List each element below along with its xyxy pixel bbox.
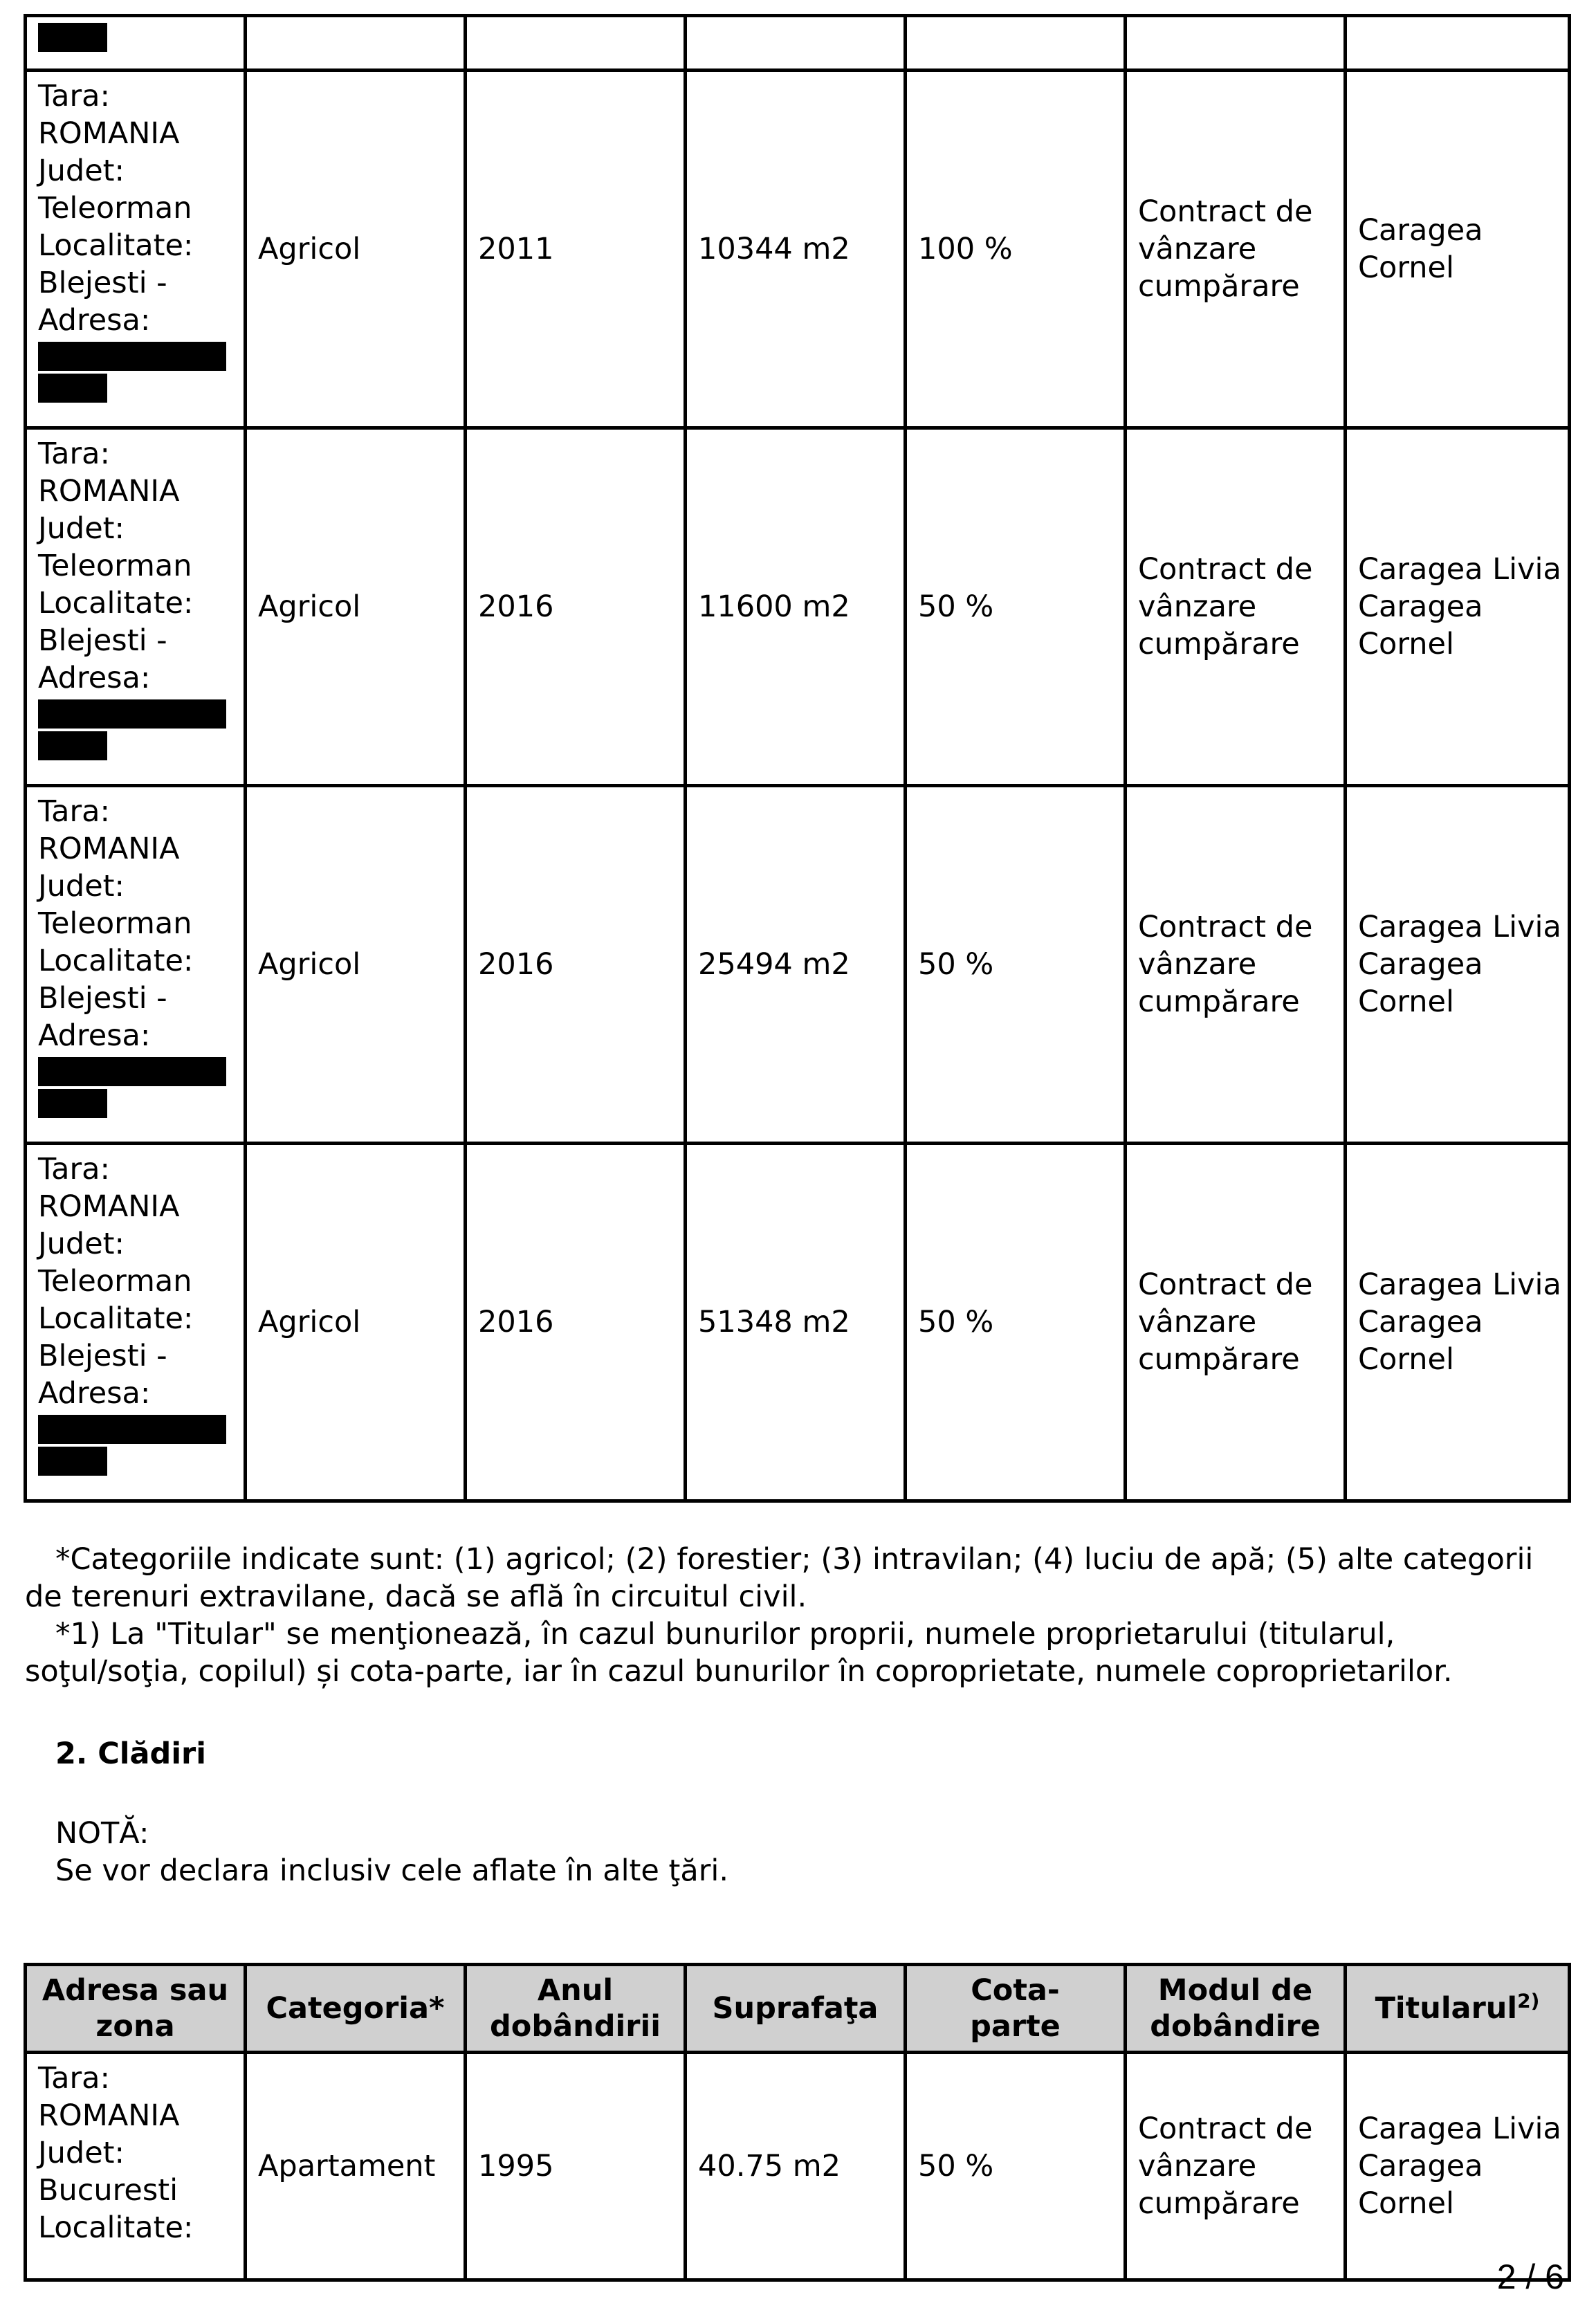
mode-cell: Contract de vânzare cumpărare [1126, 71, 1346, 428]
header-mode: Modul de dobândire [1126, 1965, 1346, 2053]
header-area: Suprafaţa [686, 1965, 906, 2053]
owner-cell: Caragea Livia Caragea Cornel [1346, 2053, 1570, 2280]
area-cell: 25494 m2 [686, 786, 906, 1144]
year-cell: 2016 [466, 1144, 686, 1501]
footnote-categories: *Categoriile indicate sunt: (1) agricol; (2) forestier; (3) intravilan; (4) luciu de apă; (5) alte categorii de terenuri extravilane, dacă se află în circuitul civil. [25, 1542, 1534, 1614]
redacted-block [38, 1415, 226, 1444]
owner-cell: Caragea Livia Caragea Cornel [1346, 1144, 1570, 1501]
year-cell: 2016 [466, 786, 686, 1144]
redacted-block [38, 699, 226, 729]
table-row [26, 428, 1570, 786]
table-row [26, 1144, 1570, 1501]
section-title: 2. Clădiri [55, 1737, 207, 1771]
share-cell: 50 % [906, 1144, 1126, 1501]
category-cell: Agricol [246, 1144, 466, 1501]
share-cell: 50 % [906, 428, 1126, 786]
owner-cell: Caragea Livia Caragea Cornel [1346, 786, 1570, 1144]
footnotes [25, 1541, 1568, 1690]
owner-cell: Caragea Cornel [1346, 71, 1570, 428]
footnote-titular: *1) La "Titular" se menţionează, în cazul bunurilor proprii, numele proprietarului (titularul, soţul/soţia, copilul) și cota-parte, iar în cazul bunurilor în coproprietate, numele coproprietarilor. [25, 1617, 1453, 1689]
header-share: Cota- parte [906, 1965, 1126, 2053]
year-cell: 1995 [466, 2053, 686, 2280]
nota-label: NOTĂ: [55, 1816, 149, 1851]
table-row [26, 71, 1570, 428]
page-number: 2 / 6 [1496, 2257, 1564, 2296]
redacted-block [38, 23, 107, 52]
header-owner: Titularul$^{2)}$ [1346, 1965, 1570, 2053]
area-cell: 11600 m2 [686, 428, 906, 786]
category-cell: Agricol [246, 428, 466, 786]
footnote-ref: 2) [1517, 1989, 1540, 2013]
redacted-block [38, 1057, 226, 1086]
mode-cell: Contract de vânzare cumpărare [1126, 1144, 1346, 1501]
land-table [24, 14, 1571, 1503]
table-row [26, 2053, 1570, 2280]
area-cell: 40.75 m2 [686, 2053, 906, 2280]
address-cell: Tara: ROMANIA Judet: Bucuresti Localitate: [26, 2053, 246, 2280]
redacted-block [38, 731, 107, 760]
area-cell: 10344 m2 [686, 71, 906, 428]
address-cell [26, 16, 246, 71]
category-cell: Agricol [246, 71, 466, 428]
buildings-table [24, 1963, 1571, 2282]
category-cell: Agricol [246, 786, 466, 1144]
redacted-block [38, 1447, 107, 1476]
mode-cell: Contract de vânzare cumpărare [1126, 786, 1346, 1144]
address-cell: Tara: ROMANIA Judet: Teleorman Localitate: Blejesti - Adresa: [26, 428, 246, 786]
address-cell: Tara: ROMANIA Judet: Teleorman Localitate: Blejesti - Adresa: [26, 786, 246, 1144]
table-row [26, 786, 1570, 1144]
redacted-block [38, 374, 107, 403]
owner-cell: Caragea Livia Caragea Cornel [1346, 428, 1570, 786]
header-row [26, 1965, 1570, 2053]
table-row [26, 16, 1570, 71]
address-cell: Tara: ROMANIA Judet: Teleorman Localitate: Blejesti - Adresa: [26, 71, 246, 428]
nota-text: Se vor declara inclusiv cele aflate în alte ţări. [55, 1853, 729, 1888]
category-cell: Apartament [246, 2053, 466, 2280]
mode-cell: Contract de vânzare cumpărare [1126, 2053, 1346, 2280]
year-cell: 2016 [466, 428, 686, 786]
header-year: Anul dobândirii [466, 1965, 686, 2053]
address-cell: Tara: ROMANIA Judet: Teleorman Localitate: Blejesti - Adresa: [26, 1144, 246, 1501]
year-cell: 2011 [466, 71, 686, 428]
redacted-block [38, 1089, 107, 1118]
area-cell: 51348 m2 [686, 1144, 906, 1501]
header-address: Adresa sau zona [26, 1965, 246, 2053]
mode-cell: Contract de vânzare cumpărare [1126, 428, 1346, 786]
share-cell: 100 % [906, 71, 1126, 428]
redacted-block [38, 342, 226, 371]
share-cell: 50 % [906, 786, 1126, 1144]
header-category: Categoria* [246, 1965, 466, 2053]
share-cell: 50 % [906, 2053, 1126, 2280]
